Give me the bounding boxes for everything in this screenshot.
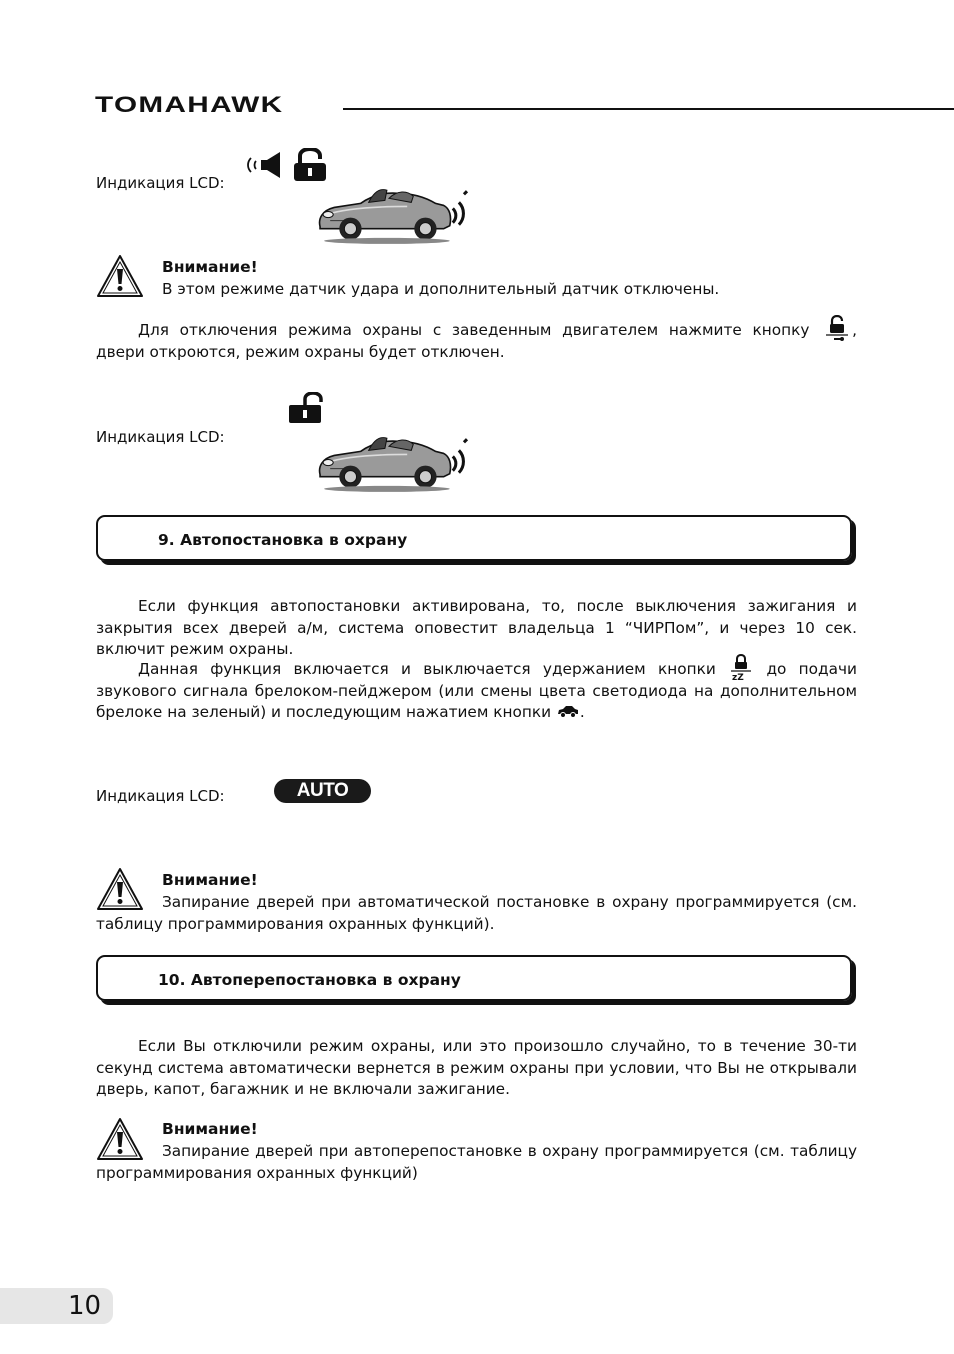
section-10-header [96,955,852,1001]
warning-text: В этом режиме датчик удара и дополнительный датчик отключены. [162,280,720,298]
car-image [316,176,468,246]
lcd-label: Индикация LCD: [96,174,225,192]
warning-title: Внимание! [162,258,258,276]
svg-text:zZ: zZ [732,672,744,680]
unlock-button-icon [824,315,850,341]
disarm-paragraph [96,320,857,363]
lcd-label: Индикация LCD: [96,428,225,446]
unlocked-padlock-icon [288,392,324,424]
page-number: 10 [68,1291,102,1321]
section-title: 9. Автопостановка в охрану [158,531,408,549]
disarm-text-before: Для отключения режима охраны с заведенным двигателем нажмите кнопку [138,321,810,339]
warning-icon [96,254,144,298]
brand-logo: TOMAHAWK [95,92,284,117]
section-9-header [96,515,852,561]
section-title: 10. Автоперепостановка в охрану [158,971,461,989]
section-9-paragraph-2: Данная функция включается и выключается удержанием кнопки zZ до подачи звукового сигнала брелоком-пейджером (или смены цвета светодиода на дополнительном брелоке на зеленый) и последующим нажатием кнопки . [96,659,857,724]
warning-title: Внимание! [162,871,258,889]
auto-arm-lcd-badge: AUTO ARM [274,779,371,803]
warning-text: Запирание дверей при автоперепостановке в охрану программируется (см. таблицу программирования охранных функций) [96,1142,857,1182]
car-image [316,424,468,494]
section-9-paragraph-1: Если функция автопостановки активирована, то, после выключения зажигания и закрытия всех дверей а/м, система оповестит владельца 1 “ЧИРПом”, и через 10 сек. включит режим охраны. [96,597,857,658]
section-10-paragraph-1: Если Вы отключили режим охраны, или это произошло случайно, то в течение 30-ти секунд система автоматически вернется в режим охраны при условии, что Вы не открывали дверь, капот, багажник и не включали зажигание. [96,1037,857,1098]
page-number-tab [0,1288,113,1324]
siren-sound-icon [242,150,284,180]
header-rule [343,108,954,110]
disarm-text-after: , двери откроются, режим охраны будет отключен. [96,321,857,361]
car-start-button-icon [557,704,579,718]
warning-text: Запирание дверей при автоматической постановке в охрану программируется (см. таблицу программирования охранных функций). [96,893,857,933]
lock-zz-button-icon [730,654,752,680]
lcd-label: Индикация LCD: [96,787,225,805]
warning-title: Внимание! [162,1120,258,1138]
